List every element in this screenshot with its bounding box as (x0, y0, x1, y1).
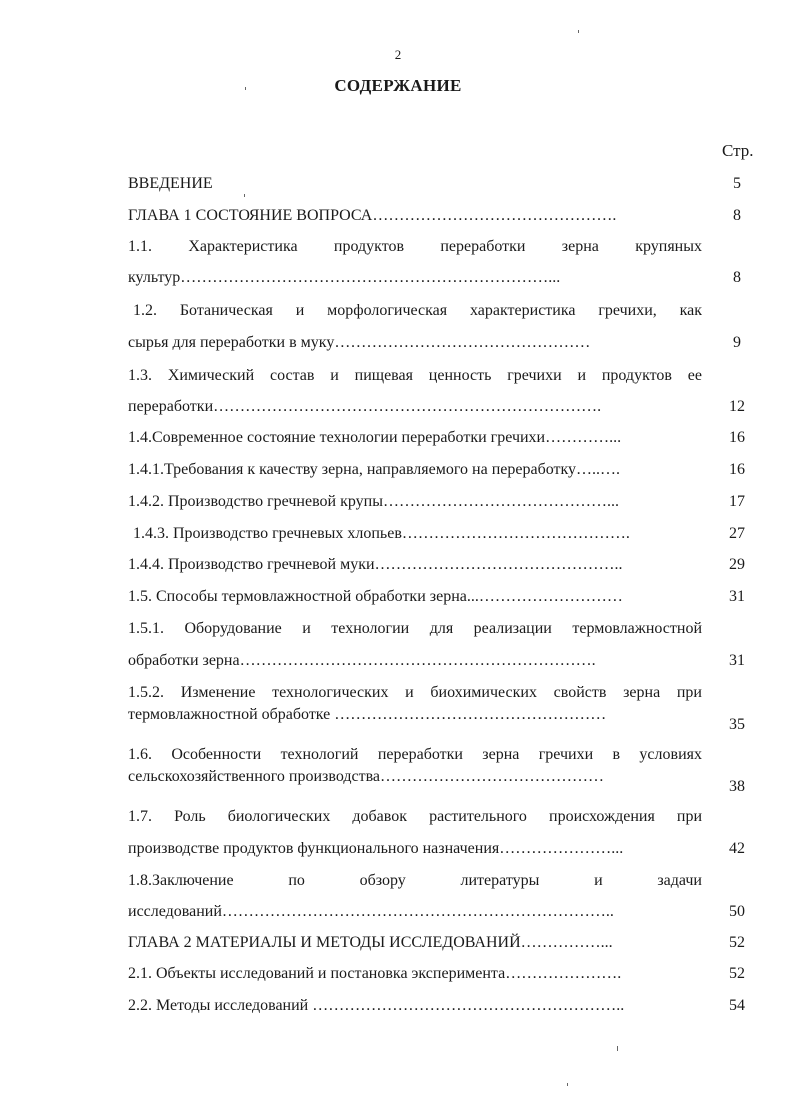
toc-page-number: 35 (729, 716, 745, 733)
toc-page-number: 31 (729, 652, 745, 669)
scan-speck (578, 30, 579, 33)
toc-page-number: 29 (729, 556, 745, 573)
toc-entry-1-8: 1.8.Заключение по обзору литературы и задачи (128, 872, 702, 889)
toc-page-number: 17 (729, 493, 745, 510)
toc-entry-1-5-2: 1.5.2. Изменение технологических и биохимических свойств зерна при (128, 684, 702, 701)
toc-entry-chapter-1: ГЛАВА 1 СОСТОЯНИЕ ВОПРОСА………………………………………. (128, 207, 617, 224)
toc-page-number: 12 (729, 398, 745, 415)
toc-entry-1-5-2-cont: термовлажностной обработке …………………………………………… (128, 706, 607, 723)
toc-page-number: 9 (733, 334, 741, 351)
toc-entry-1-1-cont: культур……………………………………………………………... (128, 269, 561, 286)
toc-page-number: 8 (733, 207, 741, 224)
toc-entry-1-8-cont: исследований……………………………………………………………….. (128, 903, 614, 920)
toc-page-number: 50 (729, 903, 745, 920)
toc-page-number: 8 (733, 269, 741, 286)
toc-entry-1-4-1: 1.4.1.Требования к качеству зерна, направляемого на переработку…..…. (128, 461, 621, 478)
toc-entry-1-5-1-cont: обработки зерна…………………………………………………………. (128, 652, 596, 669)
toc-entry-2-1: 2.1. Объекты исследований и постановка эксперимента…………………. (128, 965, 622, 982)
toc-page-number: 27 (729, 525, 745, 542)
toc-entry-1-7-cont: производстве продуктов функционального назначения…………………... (128, 840, 624, 857)
scan-speck (245, 87, 246, 90)
toc-entry-2-2: 2.2. Методы исследований ………………………………………………….. (128, 997, 625, 1014)
toc-entry-1-5: 1.5. Способы термовлажностной обработки зерна...……………………… (128, 588, 623, 605)
toc-page-number: 16 (729, 461, 745, 478)
toc-entry-1-3: 1.3. Химический состав и пищевая ценность гречихи и продуктов ее (128, 367, 702, 384)
scan-speck (567, 1083, 568, 1086)
toc-entry-1-7: 1.7. Роль биологических добавок растительного происхождения при (128, 808, 702, 825)
toc-entry-1-4: 1.4.Современное состояние технологии переработки гречихи…………... (128, 429, 622, 446)
toc-entry-1-3-cont: переработки………………………………………………………………. (128, 398, 602, 415)
toc-entry-1-2: 1.2. Ботаническая и морфологическая характеристика гречихи, как (133, 302, 702, 319)
toc-entry-1-6: 1.6. Особенности технологий переработки зерна гречихи в условиях (128, 746, 702, 763)
toc-entry-chapter-2: ГЛАВА 2 МАТЕРИАЛЫ И МЕТОДЫ ИССЛЕДОВАНИЙ……………... (128, 934, 613, 951)
scan-speck (617, 1046, 618, 1051)
toc-page-number: 54 (729, 997, 745, 1014)
toc-entry-1-4-2: 1.4.2. Производство гречневой крупы……………………………………... (128, 493, 619, 510)
toc-page-number: 42 (729, 840, 745, 857)
toc-page-number: 5 (733, 175, 741, 192)
toc-entry-1-4-3: 1.4.3. Производство гречневых хлопьев……………………………………. (133, 525, 630, 542)
toc-entry-1-1: 1.1. Характеристика продуктов переработки зерна крупяных (128, 238, 702, 255)
page-column-label: Стр. (722, 141, 754, 160)
page-title: СОДЕРЖАНИЕ (334, 76, 462, 95)
toc-page-number: 31 (729, 588, 745, 605)
toc-entry-introduction: ВВЕДЕНИЕ (128, 175, 213, 192)
toc-entry-1-4-4: 1.4.4. Производство гречневой муки……………………………………….. (128, 556, 623, 573)
toc-page-number: 52 (729, 934, 745, 951)
page-number: 2 (394, 47, 402, 62)
toc-page-number: 38 (729, 778, 745, 795)
toc-page-number: 52 (729, 965, 745, 982)
toc-entry-1-2-cont: сырья для переработки в муку………………………………………… (128, 334, 591, 351)
scan-speck (244, 194, 245, 197)
toc-entry-1-5-1: 1.5.1. Оборудование и технологии для реализации термовлажностной (128, 620, 702, 637)
toc-page-number: 16 (729, 429, 745, 446)
toc-entry-1-6-cont: сельскохозяйственного производства…………………………………… (128, 768, 605, 785)
